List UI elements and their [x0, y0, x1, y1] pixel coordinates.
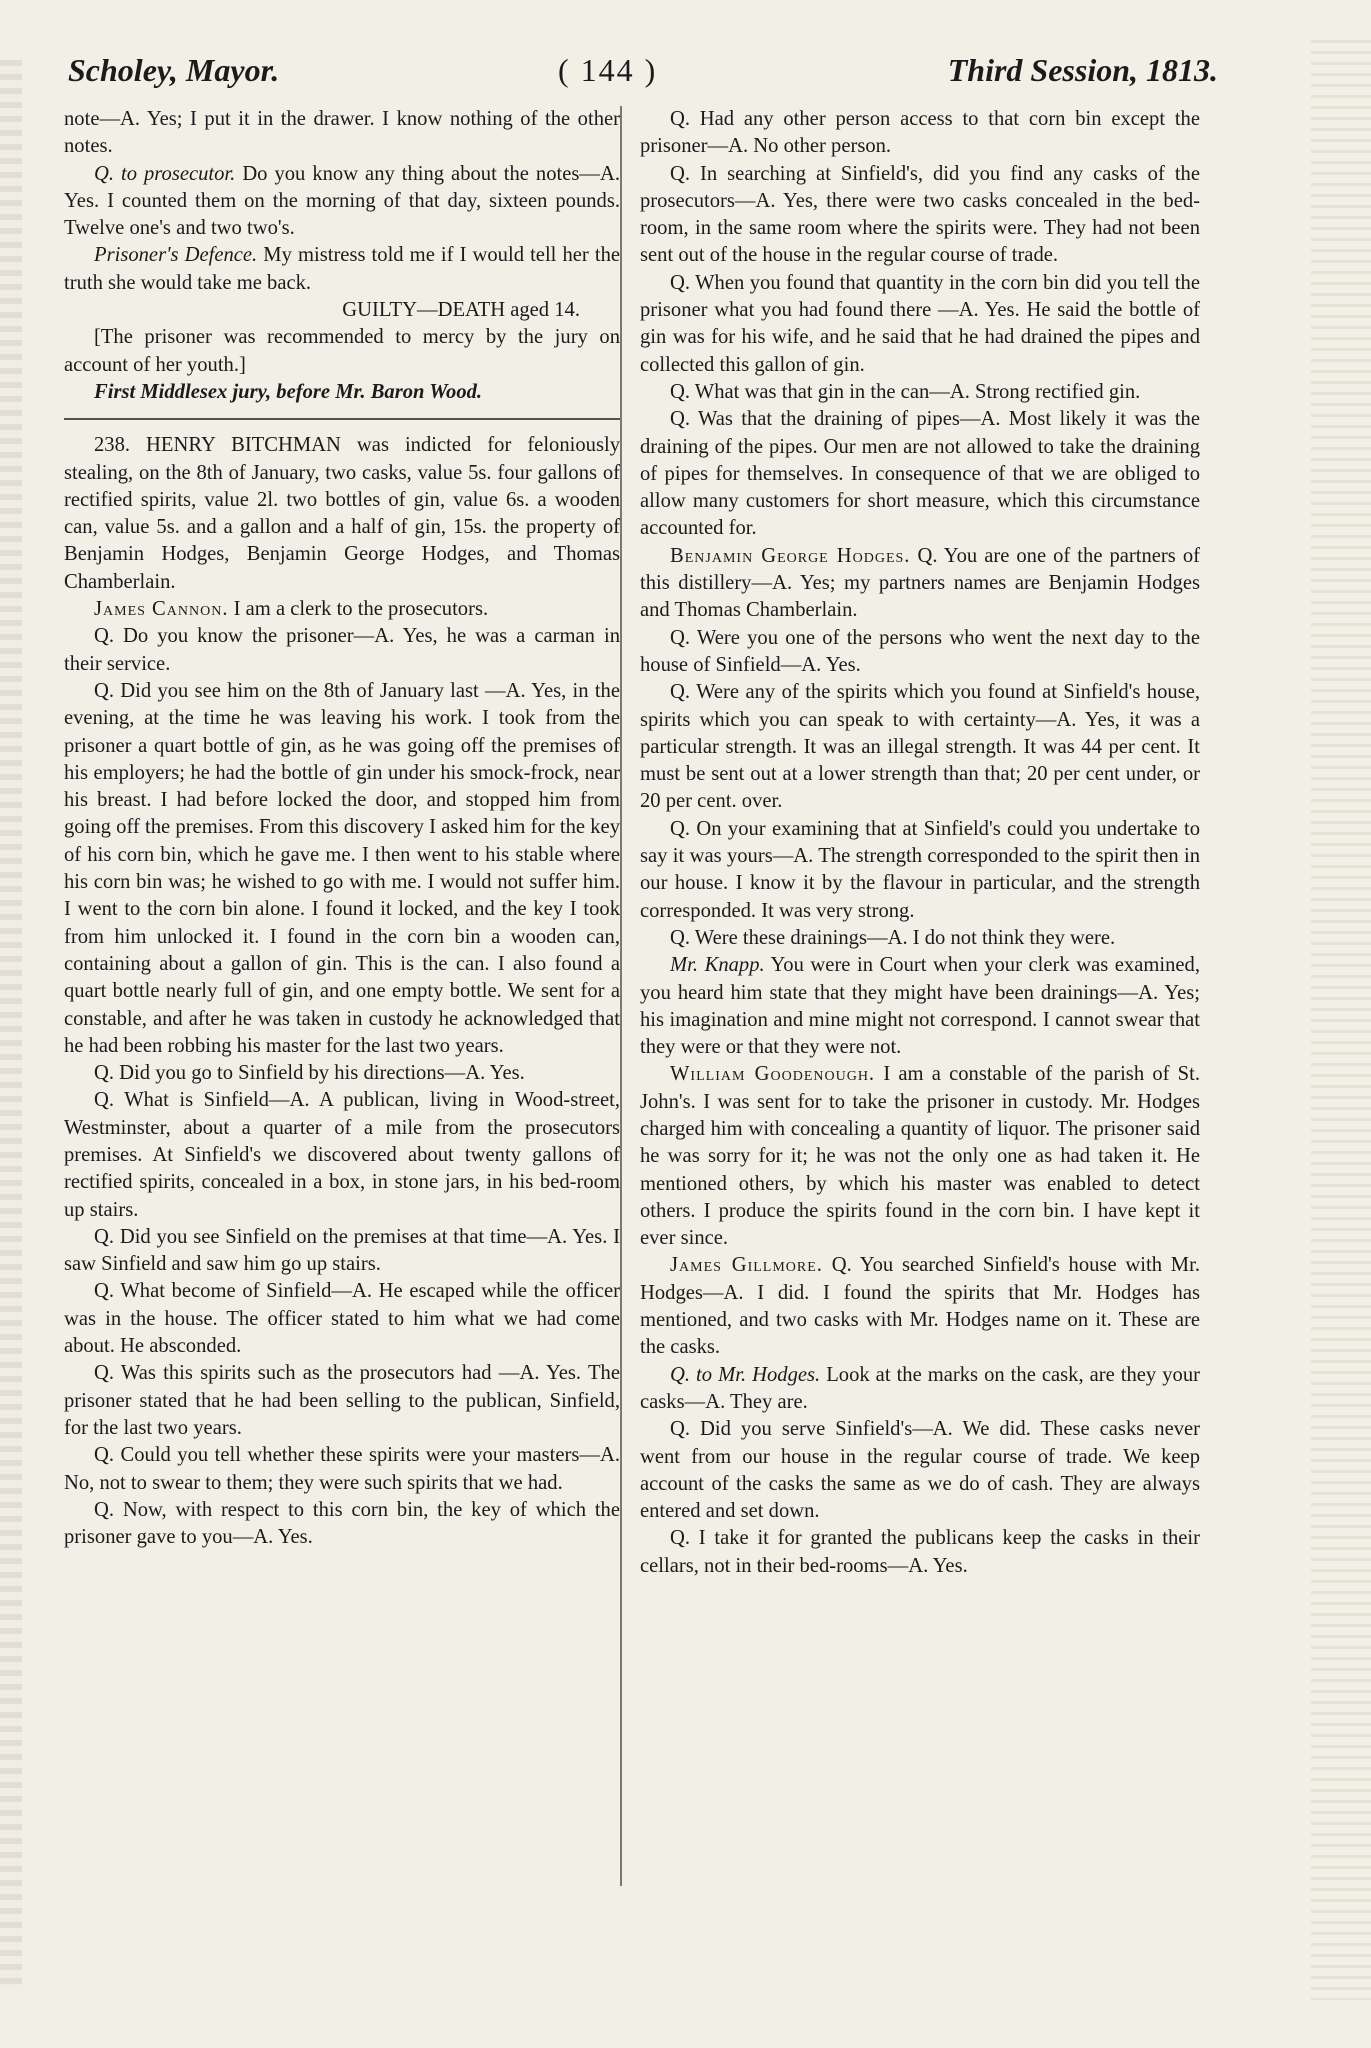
paragraph [64, 596, 620, 623]
paragraph [640, 1252, 1200, 1361]
paragraph [640, 543, 1200, 625]
paragraph [640, 1061, 1200, 1252]
case-separator [64, 418, 620, 420]
verdict: GUILTY—DEATH aged 14. [342, 299, 580, 322]
column-divider [620, 106, 622, 1886]
paragraph: Q. Do you know the prisoner—A. Yes, he was a carman in their service. [64, 625, 620, 675]
right-column [640, 106, 1200, 1580]
counsel-label: Mr. Knapp. [670, 954, 765, 977]
paragraph: Q. What is Sinfield—A. A publican, living in Wood-street, Westminster, about a quarter of a mile from the prosecutors premises. At Sinfield's we discovered about twenty gallons of rectified spirits, concealed in a box, in stone jars, in his bed-room up stairs. [64, 1089, 620, 1221]
paragraph: Q. Did you see him on the 8th of January last —A. Yes, in the evening, at the time he was leaving his work. I took from the prisoner a quart bottle of gin, as he was going off the premises of his employers; he had the bottle of gin under his smock-frock, near his breast. I had before locked the door, and stopped him from going off the premises. From this discovery I asked him for the key of his corn bin, which he gave me. I then went to his stable where his corn bin was; he wished to go with me. I would not suffer him. I went to the corn bin alone. I found it locked, and the key I took from him unlocked it. I found in the corn bin a wooden can, containing about a gallon of gin. This is the can. I also found a quart bottle nearly full of gin, and one empty bottle. We sent for a constable, and after he was taken in custody he acknowledged that he had been robbing his master for the last two years. [64, 679, 620, 1057]
paragraph: Q. Did you serve Sinfield's—A. We did. These casks never went from our house in the regular course of trade. We keep account of the casks the same as we do of cash. They are always entered and set down. [640, 1418, 1200, 1523]
paragraph: note—A. Yes; I put it in the drawer. I know nothing of the other notes. [64, 108, 620, 158]
paragraph [64, 161, 620, 243]
defence-label: Prisoner's Defence. [94, 244, 258, 267]
question-label: Q. to Mr. Hodges. [670, 1363, 821, 1386]
paragraph: Q. When you found that quantity in the corn bin did you tell the prisoner what you had found there —A. Yes. He said the bottle of gin was for his wife, and he said that he had drained the pipes and collected this gallon of gin. [640, 271, 1200, 376]
header-session: Third Session, 1813. [947, 52, 1218, 88]
paragraph: Q. I take it for granted the publicans keep the casks in their cellars, not in their bed-rooms—A. Yes. [640, 1527, 1200, 1577]
paragraph-text: Do you know any thing about the notes—A. Yes. I counted them on the morning of that day, sixteen pounds. Twelve one's and two two's. [64, 162, 621, 240]
recommendation: [The prisoner was recommended to mercy by the jury on account of her youth.] [64, 326, 620, 376]
paragraph-text: You were in Court when your clerk was examined, you heard him state that they might have been drainings—A. Yes; his imagination and mine might not correspond. I cannot swear that they were or that they were not. [640, 954, 1200, 1059]
paragraph: Q. Was this spirits such as the prosecutors had —A. Yes. The prisoner stated that he had been selling to the publican, Sinfield, for the last two years. [64, 1362, 620, 1439]
paragraph [640, 1362, 1200, 1417]
jury-line: First Middlesex jury, before Mr. Baron Wood. [94, 380, 483, 403]
paragraph [640, 952, 1200, 1061]
paragraph: Q. Were any of the spirits which you found at Sinfield's house, spirits which you can speak to with certainty—A. Yes, it was a particular strength. It was an illegal strength. It was 44 per cent. It must be sent out at a lower strength than that; 20 per cent under, or 20 per cent. over. [640, 681, 1200, 813]
right-scan-margin [1311, 40, 1371, 2000]
paragraph: Q. Did you see Sinfield on the premises at that time—A. Yes. I saw Sinfield and saw him go up stairs. [64, 1225, 620, 1276]
paragraph: Q. On your examining that at Sinfield's could you undertake to say it was yours—A. The strength corresponded to the spirit then in our house. I know it by the flavour in particular, and the strength corresponded. It was very strong. [640, 817, 1200, 922]
page-number: ( 144 ) [558, 52, 658, 88]
case-intro: 238. HENRY BITCHMAN was indicted for feloniously stealing, on the 8th of January, two casks, value 5s. four gallons of rectified spirits, value 2l. two bottles of gin, value 6s. a wooden can, value 5s. and a gallon and a half of gin, 15s. the property of Benjamin Hodges, Benjamin George Hodges, and Thomas Chamberlain. [64, 434, 620, 593]
paragraph: Q. Were you one of the persons who went the next day to the house of Sinfield—A. Yes. [640, 626, 1200, 676]
paragraph: Q. Was that the draining of pipes—A. Most likely it was the draining of the pipes. Our men are not allowed to take the draining of pipes for themselves. In consequence of that we are obliged to allow many customers for short measure, which this circumstance accounted for. [640, 408, 1200, 540]
paragraph: Q. Could you tell whether these spirits were your masters—A. No, not to swear to them; they were such spirits that we had. [64, 1444, 620, 1494]
paragraph-text: I am a constable of the parish of St. John's. I was sent for to take the prisoner in custody. Mr. Hodges charged him with concealing a quantity of liquor. The prisoner said he was sorry for it; he was not the only one as had taken it. He mentioned others, by which his master was enabled to detect others. I produce the spirits found in the corn bin. I have kept it ever since. [640, 1063, 1201, 1250]
paragraph-text: Q. You searched Sinfield's house with Mr. Hodges—A. I did. I found the spirits that Mr. Hodges has mentioned, and two casks with Mr. Hodges name on it. These are the casks. [640, 1254, 1200, 1359]
paragraph: Q. Now, with respect to this corn bin, the key of which the prisoner gave to you—A. Yes. [64, 1498, 620, 1549]
left-column [64, 106, 620, 1551]
paragraph: Q. Were these drainings—A. I do not think they were. [670, 926, 1116, 949]
paragraph-text: Look at the marks on the cask, are they your casks—A. They are. [640, 1363, 1200, 1413]
paragraph-text: Q. You are one of the partners of this distillery—A. Yes; my partners names are Benjamin Hodges and Thomas Chamberlain. [640, 544, 1200, 622]
paragraph [64, 242, 620, 297]
question-label: Q. to prosecutor. [94, 162, 236, 185]
page-header [68, 52, 1218, 96]
witness-name: James Gillmore. [670, 1254, 823, 1277]
paragraph: Q. In searching at Sinfield's, did you find any casks of the prosecutors—A. Yes, there were two casks concealed in the bed-room, in the same room where the spirits were. They had not been sent out of the house in the regular course of trade. [640, 162, 1200, 267]
paragraph-text: My mistress told me if I would tell her the truth she would take me back. [64, 244, 621, 294]
witness-name: William Goodenough. [670, 1063, 876, 1086]
paragraph-text: I am a clerk to the prosecutors. [233, 598, 489, 621]
paragraph: Q. Had any other person access to that corn bin except the prisoner—A. No other person. [640, 108, 1200, 158]
header-mayor: Scholey, Mayor. [68, 52, 280, 88]
paragraph: Q. What become of Sinfield—A. He escaped while the officer was in the house. The officer stated to him what we had come about. He absconded. [64, 1280, 620, 1358]
witness-name: James Cannon. [94, 598, 229, 621]
paragraph: Q. What was that gin in the can—A. Strong rectified gin. [670, 380, 1141, 403]
witness-name: Benjamin George Hodges. [670, 544, 911, 567]
left-scan-margin [0, 60, 22, 1990]
paragraph: Q. Did you go to Sinfield by his directions—A. Yes. [94, 1062, 525, 1085]
